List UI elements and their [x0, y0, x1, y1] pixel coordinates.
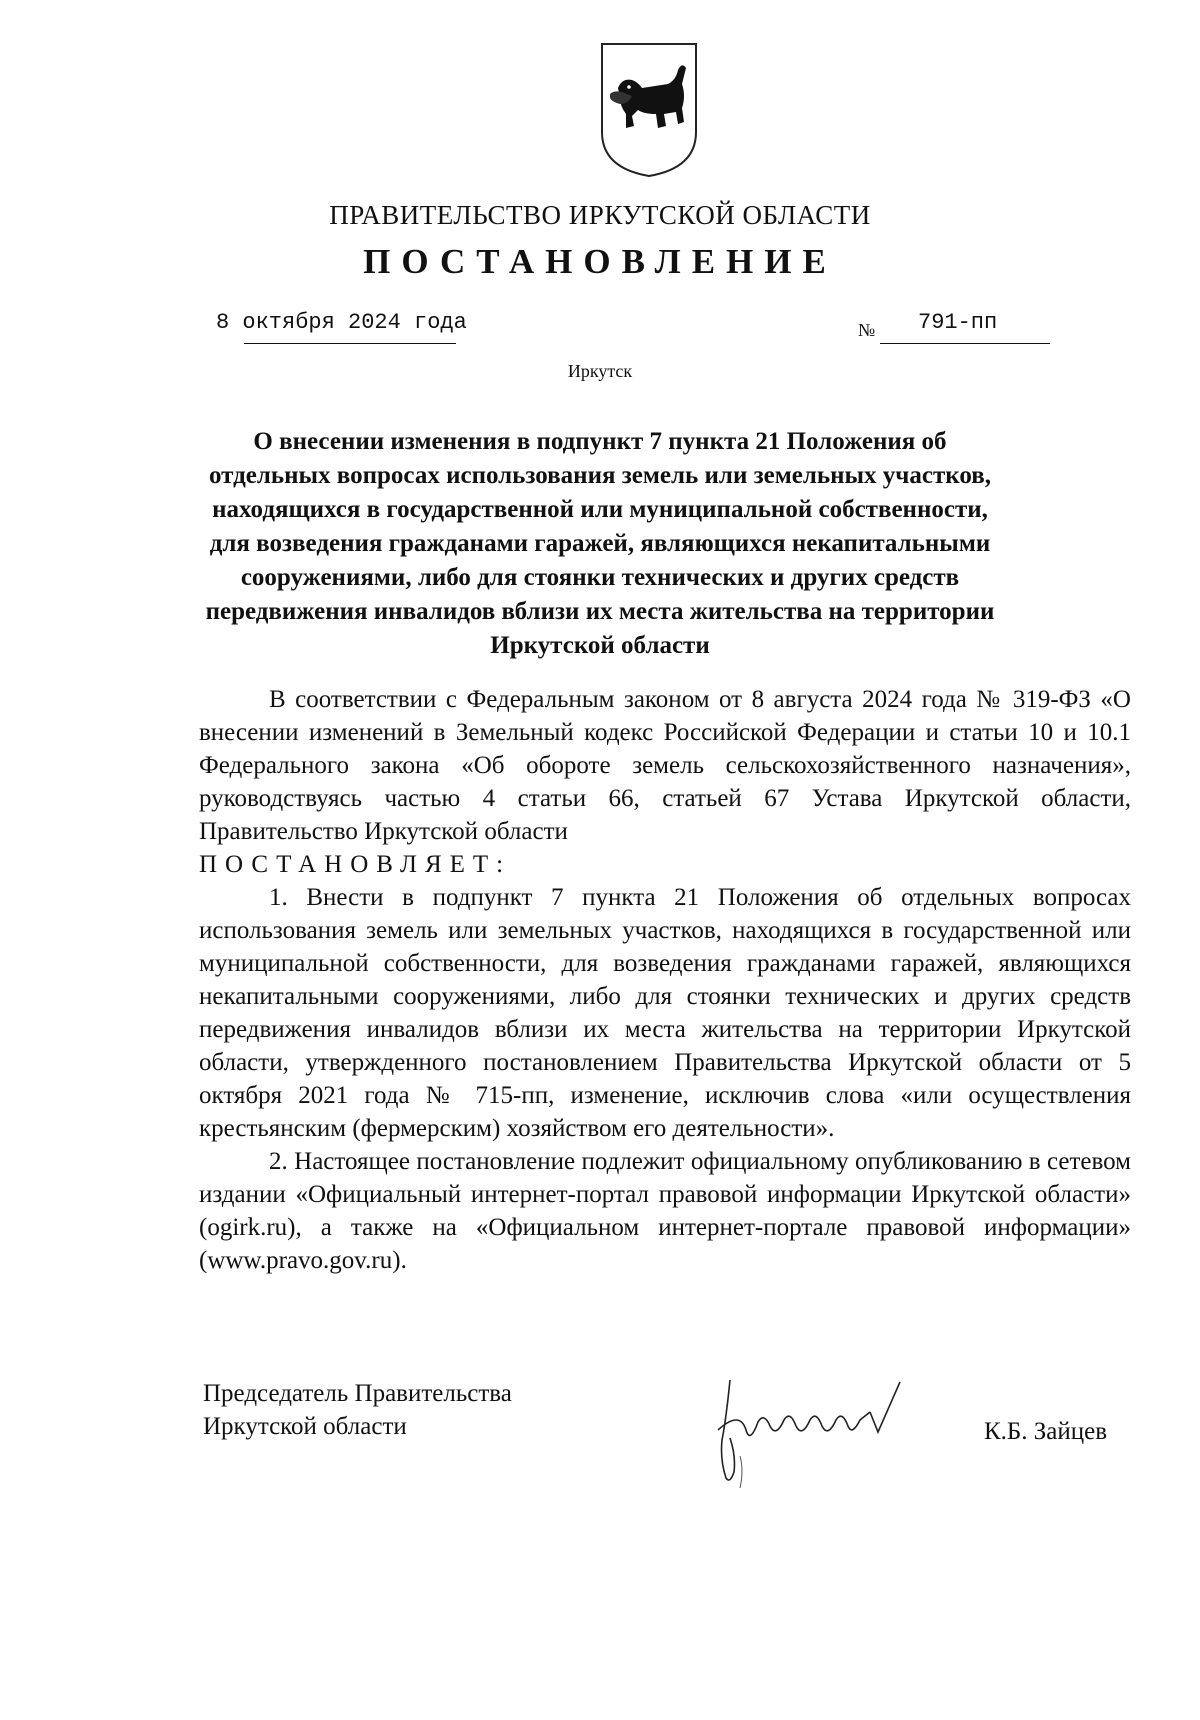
- government-name: ПРАВИТЕЛЬСТВО ИРКУТСКОЙ ОБЛАСТИ: [329, 200, 871, 230]
- item-1-paragraph: 1. Внести в подпункт 7 пункта 21 Положения об отдельных вопросах использования земель или земельных участков, находящихся в государственной или муниципальной собственности, для возведения гражданами гаражей, являющихся некапитальными сооружениями, либо для стоянки технических и других средств передвижения инвалидов вблизи их места жительства на территории Иркутской области, утвержденного постановлением Правительства Иркутской области от 5 октября 2021 года № 715-пп, изменение, исключив слова «или осуществления крестьянским (фермерским) хозяйством его деятельности».: [199, 884, 1131, 1142]
- date-underline: [244, 343, 456, 344]
- position-line-2: Иркутской области: [203, 1413, 407, 1440]
- document-type: ПОСТАНОВЛЕНИЕ: [363, 242, 837, 281]
- document-date: 8 октября 2024 года: [216, 310, 467, 335]
- resolves-heading: ПОСТАНОВЛЯЕТ:: [199, 851, 512, 878]
- position-line-1: Председатель Правительства: [203, 1380, 512, 1407]
- city: Иркутск: [567, 361, 633, 381]
- number-sign: №: [858, 320, 876, 340]
- document-body: [199, 683, 1131, 1277]
- irkutsk-coat-of-arms-icon: [598, 40, 700, 180]
- preamble-paragraph: В соответствии с Федеральным законом от 8 августа 2024 года № 319-ФЗ «О внесении изменений в Земельный кодекс Российской Федерации и статьи 10 и 10.1 Федерального закона «Об обороте земель сельскохозяйственного назначения», руководствуясь частью 4 статьи 66, статьей 67 Устава Иркутской области, Правительство Иркутской области: [199, 686, 1131, 845]
- signatory-name: К.Б. Зайцев: [984, 1418, 1108, 1445]
- document-title: О внесении изменения в подпункт 7 пункта 21 Положения об отдельных вопросах использования земель или земельных участков, находящихся в государственной или муниципальной собственности, для возведения гражданами гаражей, являющихся некапитальными сооружениями, либо для стоянки технических и других средств передвижения инвалидов вблизи их места жительства на территории Иркутской области: [205, 428, 995, 659]
- handwritten-signature-icon: [700, 1360, 945, 1495]
- signatory-position: [203, 1377, 512, 1443]
- item-2-paragraph: 2. Настоящее постановление подлежит официальному опубликованию в сетевом издании «Официальный интернет-портал правовой информации Иркутской области» (ogirk.ru), а также на «Официальном интернет-портале правовой информации» (www.pravo.gov.ru).: [199, 1148, 1131, 1274]
- document-number: 791-пп: [918, 310, 998, 335]
- number-underline: [880, 343, 1050, 344]
